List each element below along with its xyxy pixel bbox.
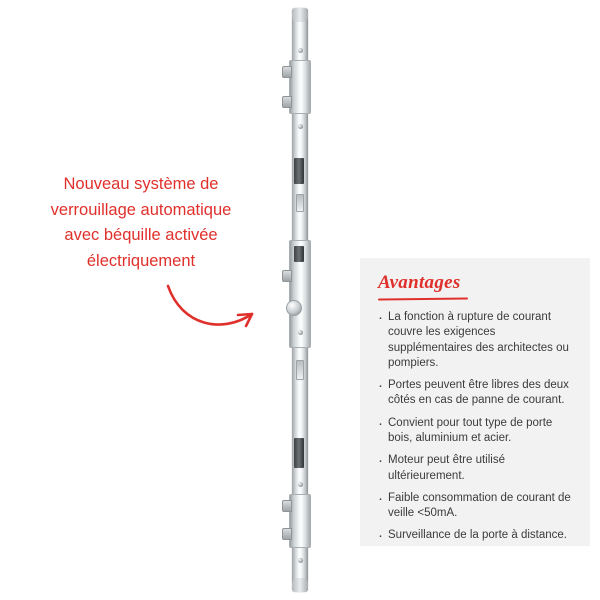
screw-hole <box>298 330 303 335</box>
list-item: · Moteur peut être utilisé ultérieurement. <box>376 453 574 484</box>
screw-hole <box>298 124 303 129</box>
annotation-line-3: avec béquille activée <box>64 226 218 245</box>
annotation-line-1: Nouveau système de <box>63 175 219 193</box>
mid-slot <box>296 194 304 212</box>
screw-hole <box>298 482 303 487</box>
rail-cap-bottom <box>292 578 308 592</box>
lower-hook-bolt-secondary <box>282 528 292 540</box>
cylinder-hole <box>286 300 302 316</box>
list-item: · Surveillance de la porte à distance. <box>376 528 574 543</box>
curved-arrow-icon <box>160 278 270 338</box>
annotation-line-2: verrouillage automatique <box>50 200 232 219</box>
central-latch <box>282 270 292 282</box>
list-item: · La fonction à rupture de courant couvre les exigences supplémentaires des architectes ou pompiers. <box>376 310 574 371</box>
advantages-panel <box>360 258 590 546</box>
rail-cap-top <box>292 8 308 22</box>
list-item: · Faible consommation de courant de veille <50mA. <box>376 491 574 522</box>
annotation-line-4: électriquement <box>86 251 196 270</box>
list-item: · Portes peuvent être libres des deux côtés en cas de panne de courant. <box>376 378 574 409</box>
mid-dark-strip <box>294 158 304 184</box>
annotation-text <box>10 172 272 274</box>
product-image <box>280 8 320 592</box>
advantages-title-underline <box>378 297 468 300</box>
screw-hole <box>298 48 303 53</box>
lower-hook-bolt <box>282 500 292 512</box>
advantages-title: Avantages <box>378 272 461 293</box>
upper-hook-bolt <box>282 66 292 78</box>
screw-hole <box>298 558 303 563</box>
advantages-list <box>376 310 574 544</box>
lower-dark-strip <box>294 438 304 468</box>
list-item: · Convient pour tout type de porte bois, aluminium et acier. <box>376 416 574 447</box>
upper-hook-bolt-secondary <box>282 96 292 108</box>
upper-lock-case <box>289 60 311 114</box>
lower-lock-case <box>289 494 311 548</box>
lower-slot <box>296 360 304 380</box>
central-dark-strip <box>294 246 304 262</box>
